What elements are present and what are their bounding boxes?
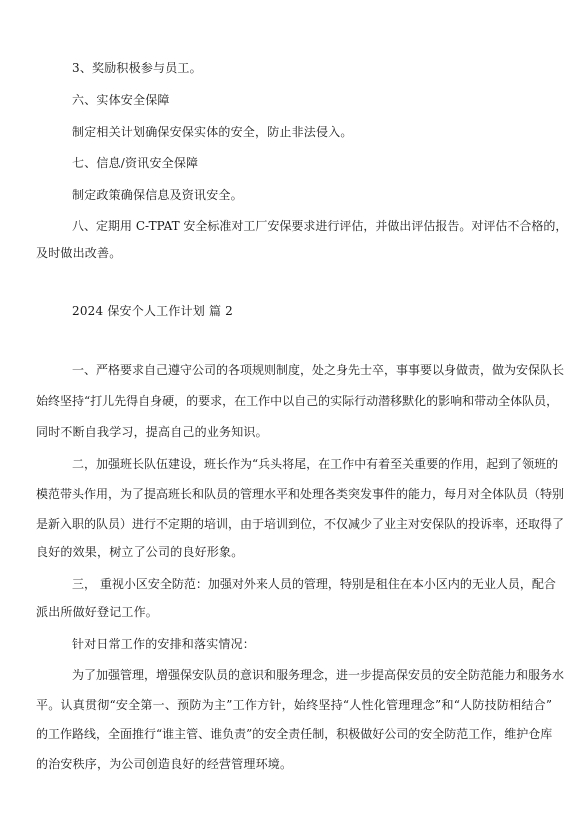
- text-line-17: 派出所做好登记工作。: [36, 605, 159, 619]
- text-line-19: 为了加强管理，增强保安队员的意识和服务理念，进一步提高保安员的安全防范能力和服务水: [72, 668, 565, 682]
- text-line-9: 一、严格要求自己遵守公司的各项规则制度，处之身先士卒，事事要以身做责，做为安保队长: [72, 363, 565, 377]
- text-line-11: 同时不断自我学习，提高自己的业务知识。: [36, 425, 268, 439]
- text-line-22: 的治安秩序，为公司创造良好的经营管理环境。: [36, 757, 293, 771]
- text-line-12: 二，加强班长队伍建设，班长作为“兵头将尾，在工作中有着至关重要的作用，起到了领班的: [72, 457, 559, 471]
- text-line-3: 制定相关计划确保安保实体的安全，防止非法侵入。: [72, 125, 353, 139]
- text-line-5: 制定政策确保信息及资讯安全。: [72, 188, 243, 202]
- text-line-1: 3、奖励积极参与员工。: [72, 61, 202, 75]
- text-line-20: 平。认真贯彻“安全第一、预防为主”工作方针，始终坚持“人性化管理理念”和“人防技防相结合”: [36, 698, 552, 712]
- text-line-21: 的工作路线，全面推行“谁主管、谁负责”的安全责任制，积极做好公司的安全防范工作，维护仓库: [36, 727, 553, 741]
- section-title: 2024 保安个人工作计划 篇 2: [72, 304, 234, 318]
- text-line-16: 三， 重视小区安全防范：加强对外来人员的管理，特别是租住在本小区内的无业人员，配合: [72, 577, 556, 591]
- text-line-15: 良好的效果，树立了公司的良好形象。: [36, 545, 244, 559]
- text-line-10: 始终坚持“打儿先得自身硬，的要求，在工作中以自己的实际行动潜移默化的影响和带动全体队员，: [36, 394, 559, 408]
- text-line-7: 及时做出改善。: [36, 246, 122, 260]
- text-line-13: 模范带头作用，为了提高班长和队员的管理水平和处理各类突发事件的能力，每月对全体队员（特别: [36, 487, 565, 501]
- section-heading-6: 六、实体安全保障: [72, 93, 170, 107]
- text-line-18: 针对日常工作的安排和落实情况：: [72, 637, 256, 651]
- section-heading-7: 七、信息/资讯安全保障: [72, 156, 199, 170]
- text-line-6: 八、定期用 C-TPAT 安全标准对工厂安保要求进行评估，并做出评估报告。对评估不合格的，: [72, 219, 568, 233]
- text-line-14: 是新入职的队员）进行不定期的培训，由于培训到位，不仅减少了业主对安保队的投诉率，还取得了: [36, 517, 565, 531]
